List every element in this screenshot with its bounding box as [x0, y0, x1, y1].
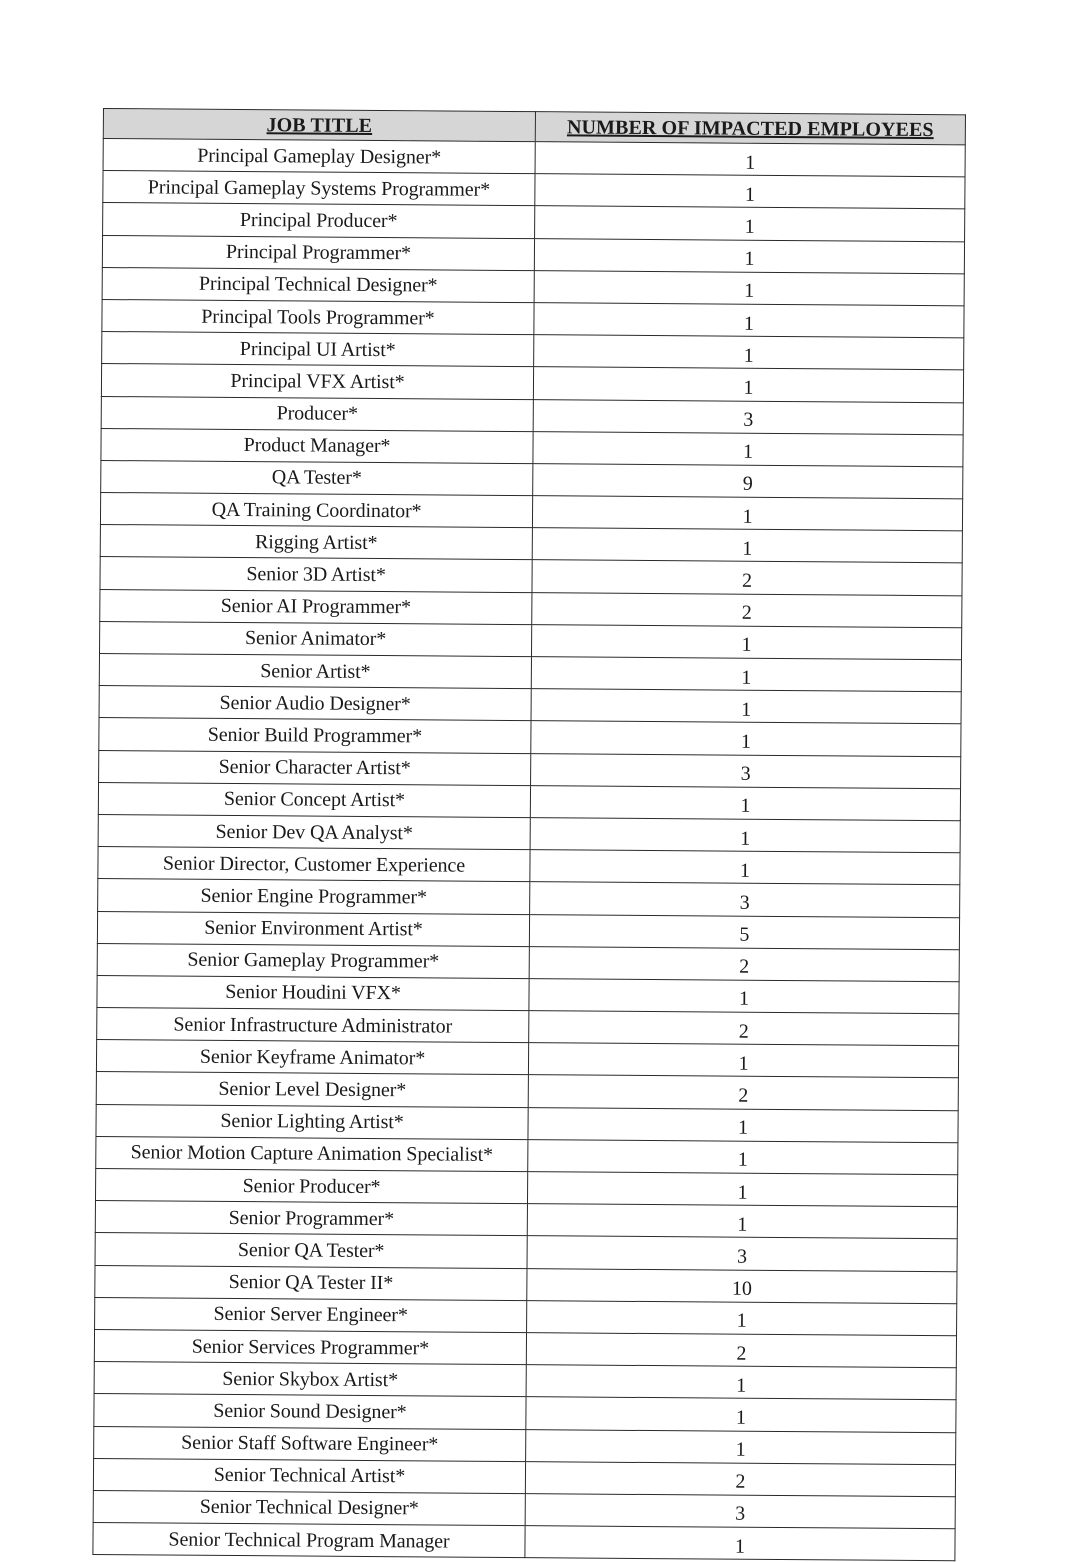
- job-title-cell: Senior Concept Artist*: [98, 782, 530, 817]
- job-title-cell: Senior Character Artist*: [99, 750, 531, 785]
- job-title-cell: Senior QA Tester II*: [95, 1265, 527, 1300]
- job-title-cell: Senior Server Engineer*: [95, 1297, 527, 1332]
- impacted-count-cell: 2: [528, 1075, 958, 1110]
- job-title-cell: Senior Programmer*: [95, 1201, 527, 1236]
- impacted-count-cell: 1: [527, 1300, 957, 1335]
- impacted-count-cell: 1: [531, 689, 961, 724]
- impacted-count-cell: 1: [531, 657, 961, 692]
- impacted-count-cell: 3: [527, 1236, 957, 1271]
- impacted-count-cell: 1: [526, 1365, 956, 1400]
- job-title-cell: Senior Animator*: [100, 621, 532, 656]
- impacted-count-cell: 2: [529, 1011, 959, 1046]
- impacted-count-cell: 1: [527, 1172, 957, 1207]
- job-title-cell: Senior Staff Software Engineer*: [94, 1426, 526, 1461]
- job-title-cell: Principal Programmer*: [102, 235, 534, 270]
- impacted-count-cell: 2: [529, 946, 959, 981]
- impacted-count-cell: 1: [534, 238, 964, 273]
- impacted-count-cell: 1: [534, 335, 964, 370]
- job-title-cell: Senior Audio Designer*: [99, 686, 531, 721]
- job-title-header: JOB TITLE: [103, 109, 535, 142]
- impacted-count-cell: 5: [529, 914, 959, 949]
- job-title-cell: Senior Lighting Artist*: [96, 1104, 528, 1139]
- job-title-cell: Senior Services Programmer*: [94, 1329, 526, 1364]
- job-title-cell: Senior Sound Designer*: [94, 1394, 526, 1429]
- job-title-cell: Principal Producer*: [103, 203, 535, 238]
- impacted-count-cell: 1: [527, 1204, 957, 1239]
- impacted-count-cell: 2: [526, 1333, 956, 1368]
- impacted-count-cell: 1: [534, 303, 964, 338]
- impacted-count-cell: 1: [529, 979, 959, 1014]
- impacted-count-cell: 3: [530, 882, 960, 917]
- table-row: [93, 1523, 955, 1562]
- job-title-cell: Principal UI Artist*: [102, 332, 534, 367]
- job-title-cell: Senior Technical Artist*: [93, 1458, 525, 1493]
- impacted-count-cell: 1: [535, 174, 965, 209]
- job-title-cell: Senior Environment Artist*: [97, 911, 529, 946]
- job-title-cell: Senior Infrastructure Administrator: [97, 1008, 529, 1043]
- job-title-cell: Senior Level Designer*: [96, 1072, 528, 1107]
- impacted-count-cell: 1: [528, 1139, 958, 1174]
- job-title-cell: Senior Keyframe Animator*: [96, 1040, 528, 1075]
- impacted-count-cell: 1: [525, 1526, 955, 1561]
- impacted-count-cell: 1: [533, 431, 963, 466]
- impacted-count-cell: 1: [530, 785, 960, 820]
- impacted-count-cell: 3: [531, 753, 961, 788]
- impacted-count-cell: 1: [531, 624, 961, 659]
- impacted-count-cell: 3: [533, 399, 963, 434]
- job-title-cell: QA Tester*: [101, 460, 533, 495]
- job-title-cell: Senior QA Tester*: [95, 1233, 527, 1268]
- impacted-count-cell: 1: [532, 528, 962, 563]
- impacted-count-cell: 1: [535, 206, 965, 241]
- job-title-cell: Principal Gameplay Systems Programmer*: [103, 171, 535, 206]
- job-title-cell: Senior Skybox Artist*: [94, 1362, 526, 1397]
- impacted-count-cell: 1: [530, 818, 960, 853]
- impacted-employees-table-wrap: [92, 108, 965, 1562]
- job-title-cell: Senior Build Programmer*: [99, 718, 531, 753]
- job-title-cell: Senior Houdini VFX*: [97, 975, 529, 1010]
- job-title-cell: Principal Gameplay Designer*: [103, 139, 535, 174]
- impacted-count-cell: 2: [532, 592, 962, 627]
- impacted-count-cell: 9: [533, 464, 963, 499]
- impacted-count-cell: 3: [525, 1494, 955, 1529]
- impacted-count-cell: 1: [533, 367, 963, 402]
- impacted-count-cell: 1: [528, 1107, 958, 1142]
- job-title-cell: Senior Producer*: [95, 1168, 527, 1203]
- job-title-cell: Senior Engine Programmer*: [98, 879, 530, 914]
- job-title-cell: Senior Dev QA Analyst*: [98, 814, 530, 849]
- job-title-cell: Rigging Artist*: [100, 525, 532, 560]
- job-title-cell: Principal Tools Programmer*: [102, 299, 534, 334]
- impacted-count-header: NUMBER OF IMPACTED EMPLOYEES: [535, 112, 965, 145]
- impacted-employees-table: [92, 108, 966, 1562]
- impacted-count-cell: 1: [535, 142, 965, 177]
- table-body: [93, 139, 965, 1562]
- impacted-count-cell: 1: [532, 496, 962, 531]
- job-title-cell: Senior Artist*: [99, 653, 531, 688]
- job-title-cell: Producer*: [101, 396, 533, 431]
- impacted-count-cell: 1: [528, 1043, 958, 1078]
- impacted-count-cell: 1: [526, 1429, 956, 1464]
- job-title-cell: Senior AI Programmer*: [100, 589, 532, 624]
- job-title-cell: Product Manager*: [101, 428, 533, 463]
- impacted-count-cell: 2: [525, 1461, 955, 1496]
- job-title-cell: Senior Technical Program Manager: [93, 1523, 525, 1558]
- job-title-cell: Senior Director, Customer Experience: [98, 847, 530, 882]
- job-title-cell: Senior Gameplay Programmer*: [97, 943, 529, 978]
- impacted-count-cell: 1: [534, 270, 964, 305]
- job-title-cell: Senior Technical Designer*: [93, 1490, 525, 1525]
- job-title-cell: Principal Technical Designer*: [102, 267, 534, 302]
- impacted-count-cell: 1: [526, 1397, 956, 1432]
- job-title-cell: Senior 3D Artist*: [100, 557, 532, 592]
- job-title-cell: Principal VFX Artist*: [101, 364, 533, 399]
- impacted-count-cell: 10: [527, 1268, 957, 1303]
- impacted-count-cell: 1: [530, 850, 960, 885]
- impacted-count-cell: 2: [532, 560, 962, 595]
- job-title-cell: QA Training Coordinator*: [100, 493, 532, 528]
- impacted-count-cell: 1: [531, 721, 961, 756]
- job-title-cell: Senior Motion Capture Animation Specialist*: [96, 1136, 528, 1171]
